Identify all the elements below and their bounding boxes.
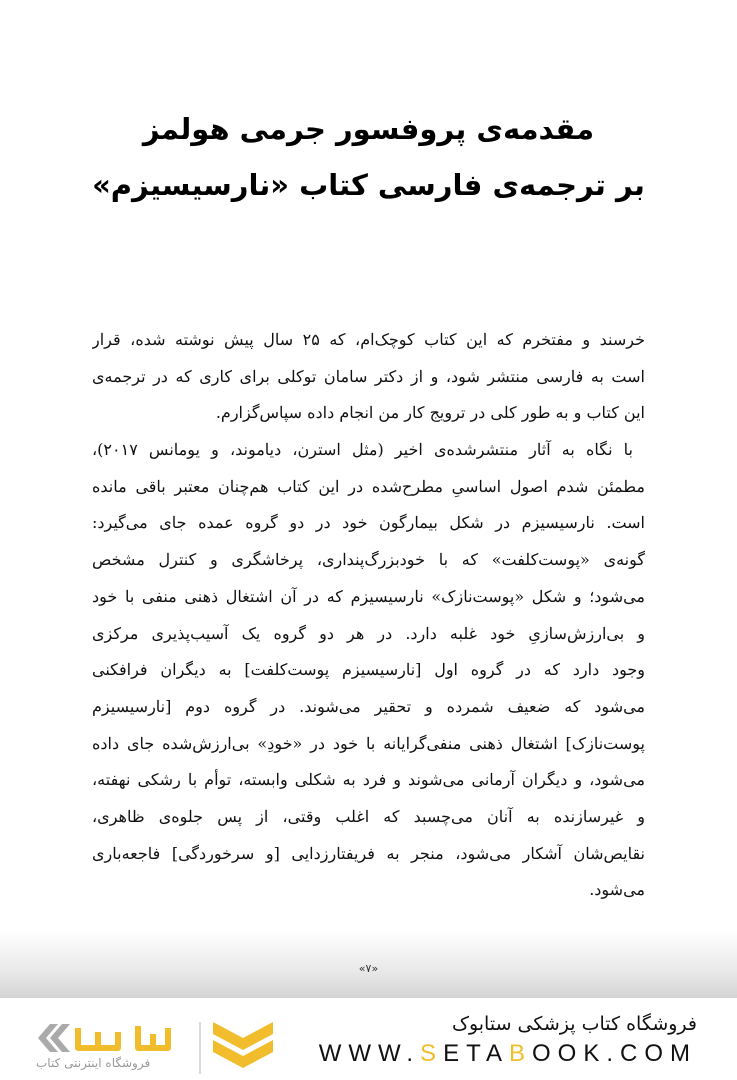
logo-subtitle: فروشگاه اینترنتی کتاب [36, 1056, 151, 1070]
text-line: خرسند و مفتخرم که این کتاب کوچک‌ام، که ۲۵ سال پیش نوشته شده، قرار [92, 330, 645, 349]
url-part: ETA [443, 1040, 509, 1067]
url-part-accent: B [508, 1040, 532, 1067]
store-url[interactable] [319, 1040, 697, 1068]
body-text [92, 326, 645, 913]
text-line: می‌شود که ضعیف شمرده و تحقیر می‌شوند. در گروه دوم [نارسیسیزم [92, 696, 645, 716]
url-part: WWW. [318, 1040, 421, 1067]
paragraph-1 [92, 326, 645, 436]
page-number: «۷» [358, 962, 379, 975]
text-line: می‌شود، و دیگران آرمانی می‌شوند و فرد به شکلی وابسته، توأم با رشکی نهفته، [92, 770, 645, 790]
text-line: با نگاه به آثار منتشرشده‌ی اخیر (مثل استرن، دیاموند، و یومانس ۲۰۱۷)، [92, 440, 633, 460]
chapter-title-line-2: بر ترجمه‌ی فارسی کتاب «نارسیسیزم» [92, 168, 645, 202]
paragraph-2 [92, 436, 645, 913]
text-line: این کتاب و به طور کلی در ترویج کار من انجام داده سپاس‌گزارم. [215, 403, 645, 423]
text-line: و غیرسازنده به آنان می‌چسبد که اغلب وقتی، از پس جلوه‌ی ظاهری، [92, 806, 645, 826]
text-line: وجود دارد که در گروه اول [نارسیسیزم پوست‌کلفت] به دیگران فرافکنی [92, 660, 645, 680]
url-part: OOK.COM [531, 1040, 697, 1067]
store-name: فروشگاه کتاب پزشکی ستابوک [451, 1013, 697, 1035]
text-line: است به فارسی منتشر شود، و از دکتر سامان توکلی برای کاری که در ترجمه‌ی [92, 366, 645, 386]
text-line: نقایص‌شان آشکار می‌شود، منجر به فریفتارزدایی [و سرخوردگی] فاجعه‌باری [92, 843, 645, 863]
text-line: مطمئن شدم اصول اساسیِ مطرح‌شده در این کتاب هم‌چنان معتبر باقی مانده [92, 476, 645, 496]
logo-wordmark [78, 1026, 168, 1048]
url-part-accent: S [420, 1040, 444, 1067]
double-chevron-icon [38, 1024, 70, 1052]
text-line: گونه‌ی «پوست‌کلفت» که با خودبزرگ‌پنداری، پرخاشگری و کنترل مشخص [92, 550, 645, 570]
chapter-title-line-1: مقدمه‌ی پروفسور جرمی هولمز [142, 112, 595, 146]
chevron-stack-icon [213, 1022, 273, 1068]
text-line: و بی‌ارزش‌سازیِ خود غلبه دارد. در هر دو گروه یک آسیب‌پذیری مرکزی [92, 623, 645, 643]
text-line: می‌شود. [589, 880, 645, 900]
text-line: پوست‌نازک] اشتغال ذهنی منفی‌گرایانه با خود در «خودِ» بی‌ارزش‌شده جای داده [92, 733, 645, 753]
text-line: می‌شود؛ و شکل «پوست‌نازک» نارسیسیزم که در آن اشتغال ذهنی منفی با خود [92, 586, 645, 606]
text-line: است. نارسیسیزم در شکل بیمارگون خود در دو گروه عمده جای می‌گیرد: [92, 513, 645, 533]
